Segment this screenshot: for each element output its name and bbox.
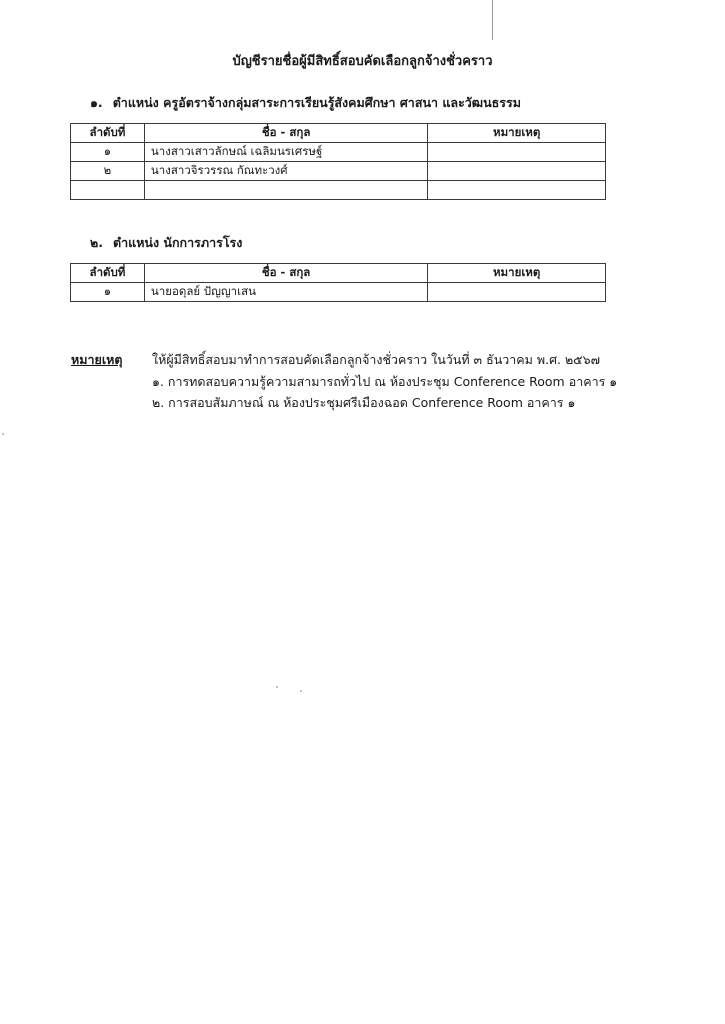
scan-artifact-dot bbox=[2, 433, 4, 435]
scan-artifact-line bbox=[492, 0, 493, 40]
section-2-title: ตำแหน่ง นักการภารโรง bbox=[113, 235, 243, 250]
row-order bbox=[71, 181, 145, 200]
section-1-number: ๑. bbox=[90, 95, 103, 110]
section-2-heading bbox=[90, 233, 242, 253]
table-header-row bbox=[71, 264, 606, 283]
row-note bbox=[428, 162, 606, 181]
section-2-table bbox=[70, 263, 606, 302]
section-1-table bbox=[70, 123, 606, 200]
remarks-line-2: ๑. การทดสอบความรู้ความสามารถทั่วไป ณ ห้องประชุม Conference Room อาคาร ๑ bbox=[152, 374, 618, 389]
column-header-note: หมายเหตุ bbox=[428, 124, 606, 143]
section-2-number: ๒. bbox=[90, 235, 103, 250]
scan-artifact-dot bbox=[300, 690, 302, 692]
column-header-order: ลำดับที่ bbox=[71, 124, 145, 143]
row-name: นางสาวจิรวรรณ กัณทะวงศ์ bbox=[144, 162, 427, 181]
row-name bbox=[144, 181, 427, 200]
table-row bbox=[71, 143, 606, 162]
column-header-order: ลำดับที่ bbox=[71, 264, 145, 283]
page-title: บัญชีรายชื่อผู้มีสิทธิ์สอบคัดเลือกลูกจ้างชั่วคราว bbox=[232, 54, 493, 69]
table-row bbox=[71, 181, 606, 200]
remarks-line-1: ให้ผู้มีสิทธิ์สอบมาทำการสอบคัดเลือกลูกจ้างชั่วคราว ในวันที่ ๓ ธันวาคม พ.ศ. ๒๕๖๗ bbox=[152, 352, 600, 367]
row-note bbox=[428, 283, 606, 302]
remarks-line-3: ๒. การสอบสัมภาษณ์ ณ ห้องประชุมศรีเมืองฉอด Conference Room อาคาร ๑ bbox=[152, 395, 576, 410]
table-row bbox=[71, 162, 606, 181]
table-header-row bbox=[71, 124, 606, 143]
row-note bbox=[428, 181, 606, 200]
section-1-heading bbox=[90, 93, 521, 113]
row-order: ๒ bbox=[71, 162, 145, 181]
column-header-name: ชื่อ - สกุล bbox=[144, 264, 427, 283]
scan-artifact-dot bbox=[276, 686, 278, 688]
table-row bbox=[71, 283, 606, 302]
column-header-note: หมายเหตุ bbox=[428, 264, 606, 283]
column-header-name: ชื่อ - สกุล bbox=[144, 124, 427, 143]
row-order: ๑ bbox=[71, 283, 145, 302]
row-name: นายอดุลย์ ปัญญาเสน bbox=[144, 283, 427, 302]
row-note bbox=[428, 143, 606, 162]
row-order: ๑ bbox=[71, 143, 145, 162]
remarks-label: หมายเหตุ bbox=[71, 352, 123, 367]
row-name: นางสาวเสาวลักษณ์ เฉลิมนรเศรษฐ์ bbox=[144, 143, 427, 162]
section-1-title: ตำแหน่ง ครูอัตราจ้างกลุ่มสาระการเรียนรู้สังคมศึกษา ศาสนา และวัฒนธรรม bbox=[112, 95, 521, 110]
